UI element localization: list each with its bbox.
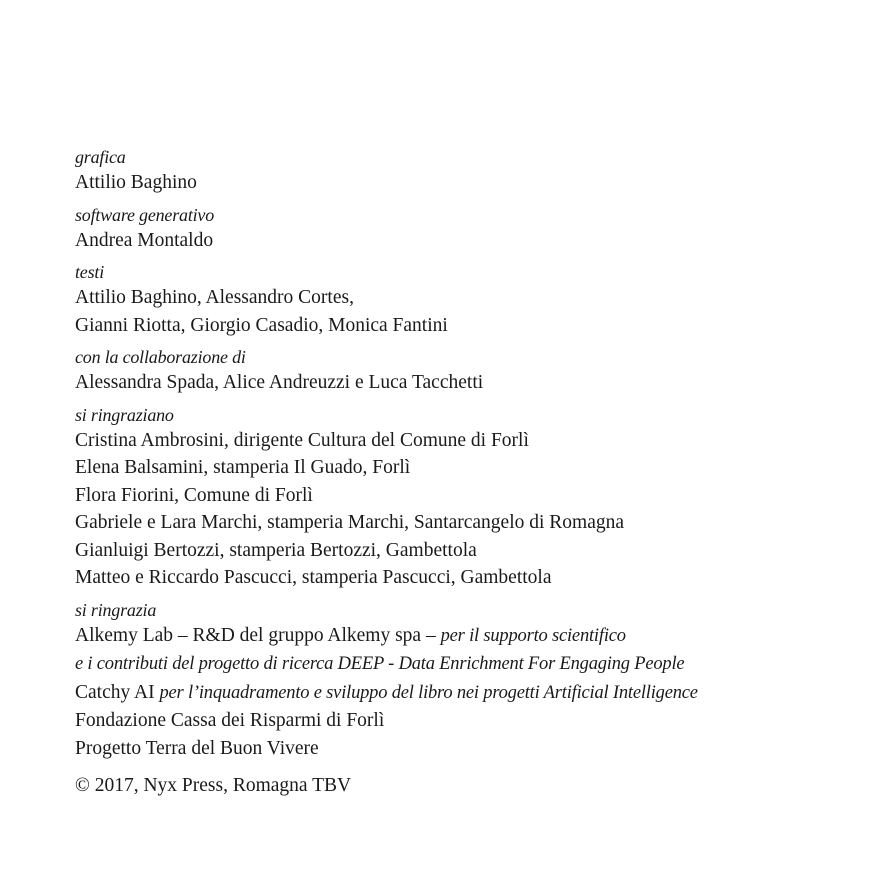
section-label: software generativo xyxy=(75,204,215,225)
credit-line-fondazione: Fondazione Cassa dei Risparmi di Forlì xyxy=(75,710,385,731)
credit-section-software xyxy=(75,203,865,255)
credit-line: Cristina Ambrosini, dirigente Cultura del Comune di Forlì xyxy=(75,429,529,451)
credit-line-alkemy-cont xyxy=(75,650,865,679)
credit-line: Attilio Baghino, Alessandro Cortes, xyxy=(75,287,354,308)
credit-line: Gabriele e Lara Marchi, stamperia Marchi, Santarcangelo di Romagna xyxy=(75,512,625,533)
credit-line: Alessandra Spada, Alice Andreuzzi e Luca Tacchetti xyxy=(75,372,484,393)
credit-line: Andrea Montaldo xyxy=(75,229,214,251)
credit-line: Gianni Riotta, Giorgio Casadio, Monica Fantini xyxy=(75,314,448,336)
section-label: grafica xyxy=(75,147,126,167)
alkemy-note-cont: e i contributi del progetto di ricerca DEEP - Data Enrichment For Engaging People xyxy=(75,654,685,674)
credit-line-progetto: Progetto Terra del Buon Vivere xyxy=(75,737,319,759)
credit-section-collaborazione xyxy=(75,345,865,397)
credit-section-testi xyxy=(75,260,865,339)
alkemy-name: Alkemy Lab – R&D del gruppo Alkemy spa – xyxy=(75,624,441,646)
section-label: con la collaborazione di xyxy=(75,347,246,367)
section-label: si ringrazia xyxy=(75,599,157,620)
credit-line: Elena Balsamini, stamperia Il Guado, Forlì xyxy=(75,457,411,478)
section-label: testi xyxy=(75,262,104,282)
copyright-notice: © 2017, Nyx Press, Romagna TBV xyxy=(75,775,352,796)
credits-block xyxy=(75,145,865,800)
credit-line: Gianluigi Bertozzi, stamperia Bertozzi, Gambettola xyxy=(75,539,477,561)
section-label: si ringraziano xyxy=(75,404,174,425)
catchy-note: per l’inquadramento e sviluppo del libro nei progetti Artificial Intelligence xyxy=(159,682,698,703)
alkemy-note: per il supporto scientifico xyxy=(440,625,626,646)
credit-line-catchy xyxy=(75,679,865,708)
credit-line: Flora Fiorini, Comune di Forlì xyxy=(75,484,313,506)
credit-line: Matteo e Riccardo Pascucci, stamperia Pascucci, Gambettola xyxy=(75,567,552,588)
credit-section-ringraziano xyxy=(75,403,865,592)
credit-section-grafica xyxy=(75,145,865,197)
catchy-name: Catchy AI xyxy=(75,681,160,703)
credit-line-alkemy xyxy=(75,622,865,651)
credit-section-ringrazia xyxy=(75,598,865,763)
credit-line: Attilio Baghino xyxy=(75,172,197,193)
